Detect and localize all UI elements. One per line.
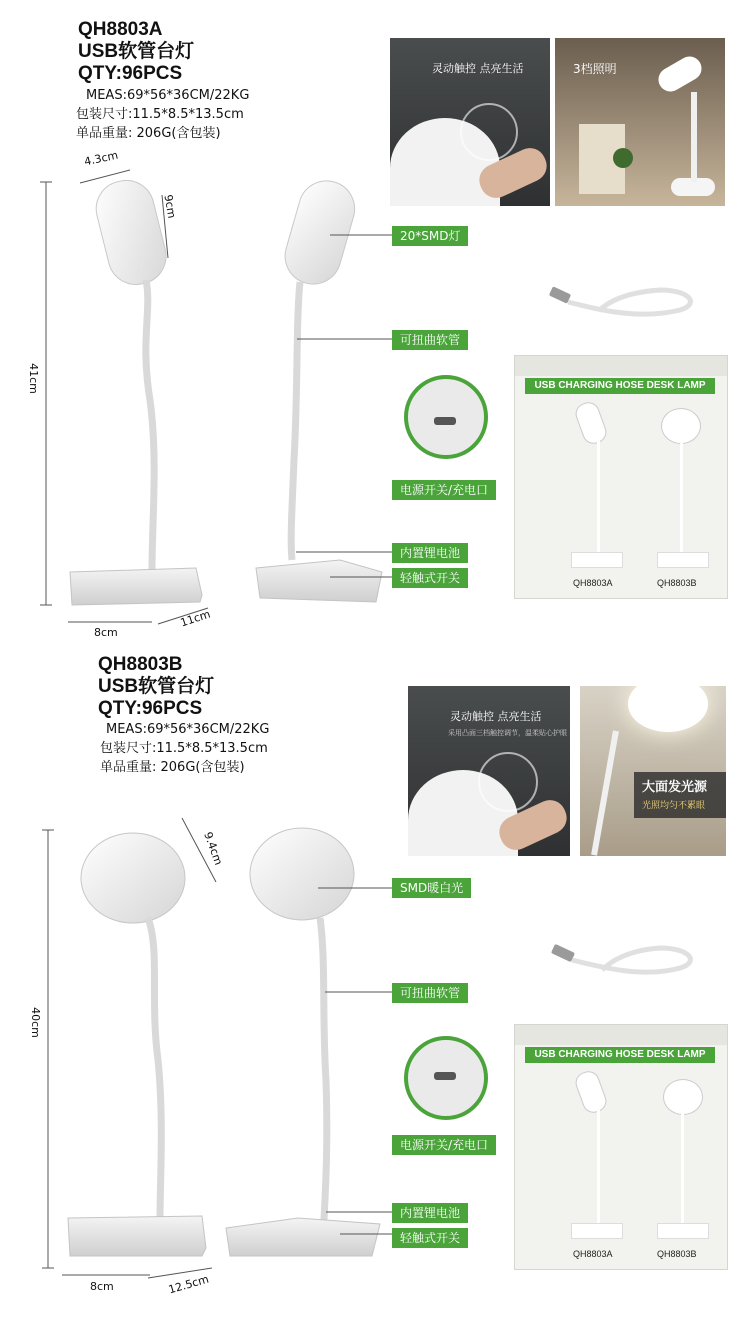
- dim-total-height: 40cm: [28, 1007, 42, 1038]
- meas-label: MEAS:69*56*36CM/22KG: [106, 722, 270, 737]
- photo-touch-control: [408, 686, 570, 856]
- feature-tag-battery: 内置锂电池: [392, 1203, 468, 1223]
- photo-title: 大面发光源: [642, 780, 708, 795]
- feature-tag-led: 20*SMD灯: [392, 226, 468, 246]
- product-name: USB软管台灯: [98, 676, 215, 697]
- package-box: [514, 355, 728, 599]
- photo-subtitle: 光照均匀不累眼: [642, 801, 706, 811]
- box-model-b: QH8803B: [657, 1249, 697, 1259]
- qty-label: QTY:96PCS: [78, 63, 183, 84]
- feature-tag-led: SMD暖白光: [392, 878, 471, 898]
- photo-title: 灵动触控 点亮生活: [450, 710, 542, 723]
- feature-tag-port: 电源开关/充电口: [392, 480, 496, 500]
- feature-tag-hose: 可扭曲软管: [392, 983, 468, 1003]
- port-closeup: [404, 375, 488, 459]
- feature-tag-hose: 可扭曲软管: [392, 330, 468, 350]
- meas-label: MEAS:69*56*36CM/22KG: [86, 88, 250, 103]
- photo-subtitle: 采用凸面三档触控调节，温柔贴心护眼: [448, 729, 567, 737]
- photo-large-light: [580, 686, 726, 856]
- box-band-label: USB CHARGING HOSE DESK LAMP: [525, 1047, 715, 1063]
- model-title: QH8803A: [78, 19, 163, 40]
- dim-head-width: 4.3cm: [83, 148, 120, 169]
- box-model-a: QH8803A: [573, 578, 613, 588]
- photo-title: 3档照明: [573, 62, 617, 76]
- feature-tag-port: 电源开关/充电口: [392, 1135, 496, 1155]
- pack-size-label: 包装尺寸:11.5*8.5*13.5cm: [76, 107, 244, 122]
- box-model-b: QH8803B: [657, 578, 697, 588]
- weight-label: 单品重量: 206G(含包装): [76, 126, 221, 141]
- model-title: QH8803B: [98, 654, 183, 675]
- product-name: USB软管台灯: [78, 41, 195, 62]
- qty-label: QTY:96PCS: [98, 698, 203, 719]
- dim-base-width: 8cm: [90, 1280, 114, 1293]
- dim-base-width: 8cm: [94, 626, 118, 639]
- photo-touch-control: [390, 38, 550, 206]
- package-box: [514, 1024, 728, 1270]
- photo-lighting-levels: [555, 38, 725, 206]
- port-closeup: [404, 1036, 488, 1120]
- feature-tag-touch-switch: 轻触式开关: [392, 1228, 468, 1248]
- feature-tag-battery: 内置锂电池: [392, 543, 468, 563]
- dim-head-height: 9cm: [161, 193, 179, 220]
- usb-cable-icon: [540, 270, 700, 350]
- dim-total-height: 41cm: [26, 363, 40, 394]
- box-band-label: USB CHARGING HOSE DESK LAMP: [525, 378, 715, 394]
- dim-base-depth: 12.5cm: [167, 1272, 211, 1297]
- pack-size-label: 包装尺寸:11.5*8.5*13.5cm: [100, 741, 268, 756]
- photo-title: 灵动触控 点亮生活: [432, 62, 524, 75]
- usb-cable-icon: [540, 930, 700, 1000]
- box-model-a: QH8803A: [573, 1249, 613, 1259]
- weight-label: 单品重量: 206G(含包装): [100, 760, 245, 775]
- dim-head-diameter: 9.4cm: [201, 830, 226, 867]
- dim-base-depth: 11cm: [178, 607, 213, 630]
- feature-tag-touch-switch: 轻触式开关: [392, 568, 468, 588]
